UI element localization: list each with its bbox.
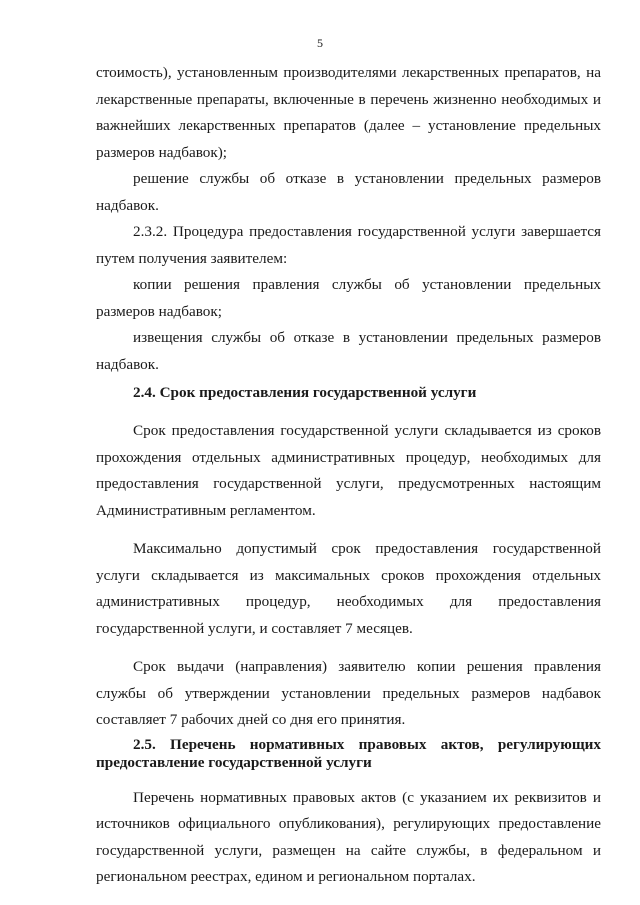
paragraph-procedure-completion: 2.3.2. Процедура предоставления государственной услуги завершается путем получения заявителем: <box>96 223 601 267</box>
paragraph-issue-term: Срок выдачи (направления) заявителю копии решения правления службы об утверждении установлении предельных размеров надбавок составляет 7 рабочих дней со дня его принятия. <box>96 658 601 728</box>
paragraph-legal-acts: Перечень нормативных правовых актов (с указанием их реквизитов и источников официального опубликования), регулирующих предоставление государственной услуги, размещен на сайте службы, в федеральном и региональном реестрах, едином и региональном порталах. <box>96 788 601 885</box>
paragraph-max-term: Максимально допустимый срок предоставления государственной услуги складывается из максимальных сроков прохождения отдельных административных процедур, необходимых для предоставления государственной услуги, и составляет 7 месяцев. <box>96 540 601 637</box>
paragraph-term-composition: Срок предоставления государственной услуги складывается из сроков прохождения отдельных административных процедур, необходимых для предоставления государственной услуги, предусмотренных настоящим Административным регламентом. <box>96 422 601 519</box>
paragraph-continuation: стоимость), установленным производителями лекарственных препаратов, на лекарственные препараты, включенные в перечень жизненно необходимых и важнейших лекарственных препаратов (далее – установление предельных размеров надбавок); <box>96 64 601 161</box>
paragraph-decision-copy: копии решения правления службы об установлении предельных размеров надбавок; <box>96 276 601 320</box>
paragraph-refusal-decision: решение службы об отказе в установлении предельных размеров надбавок. <box>96 170 601 214</box>
section-heading-2-5: 2.5. Перечень нормативных правовых актов, регулирующих предоставление государственной услуги <box>96 735 601 771</box>
page-number: 5 <box>317 36 323 50</box>
paragraph-refusal-notice: извещения службы об отказе в установлении предельных размеров надбавок. <box>96 329 601 373</box>
section-heading-2-4: 2.4. Срок предоставления государственной услуги <box>133 384 477 401</box>
document-body <box>96 60 601 891</box>
